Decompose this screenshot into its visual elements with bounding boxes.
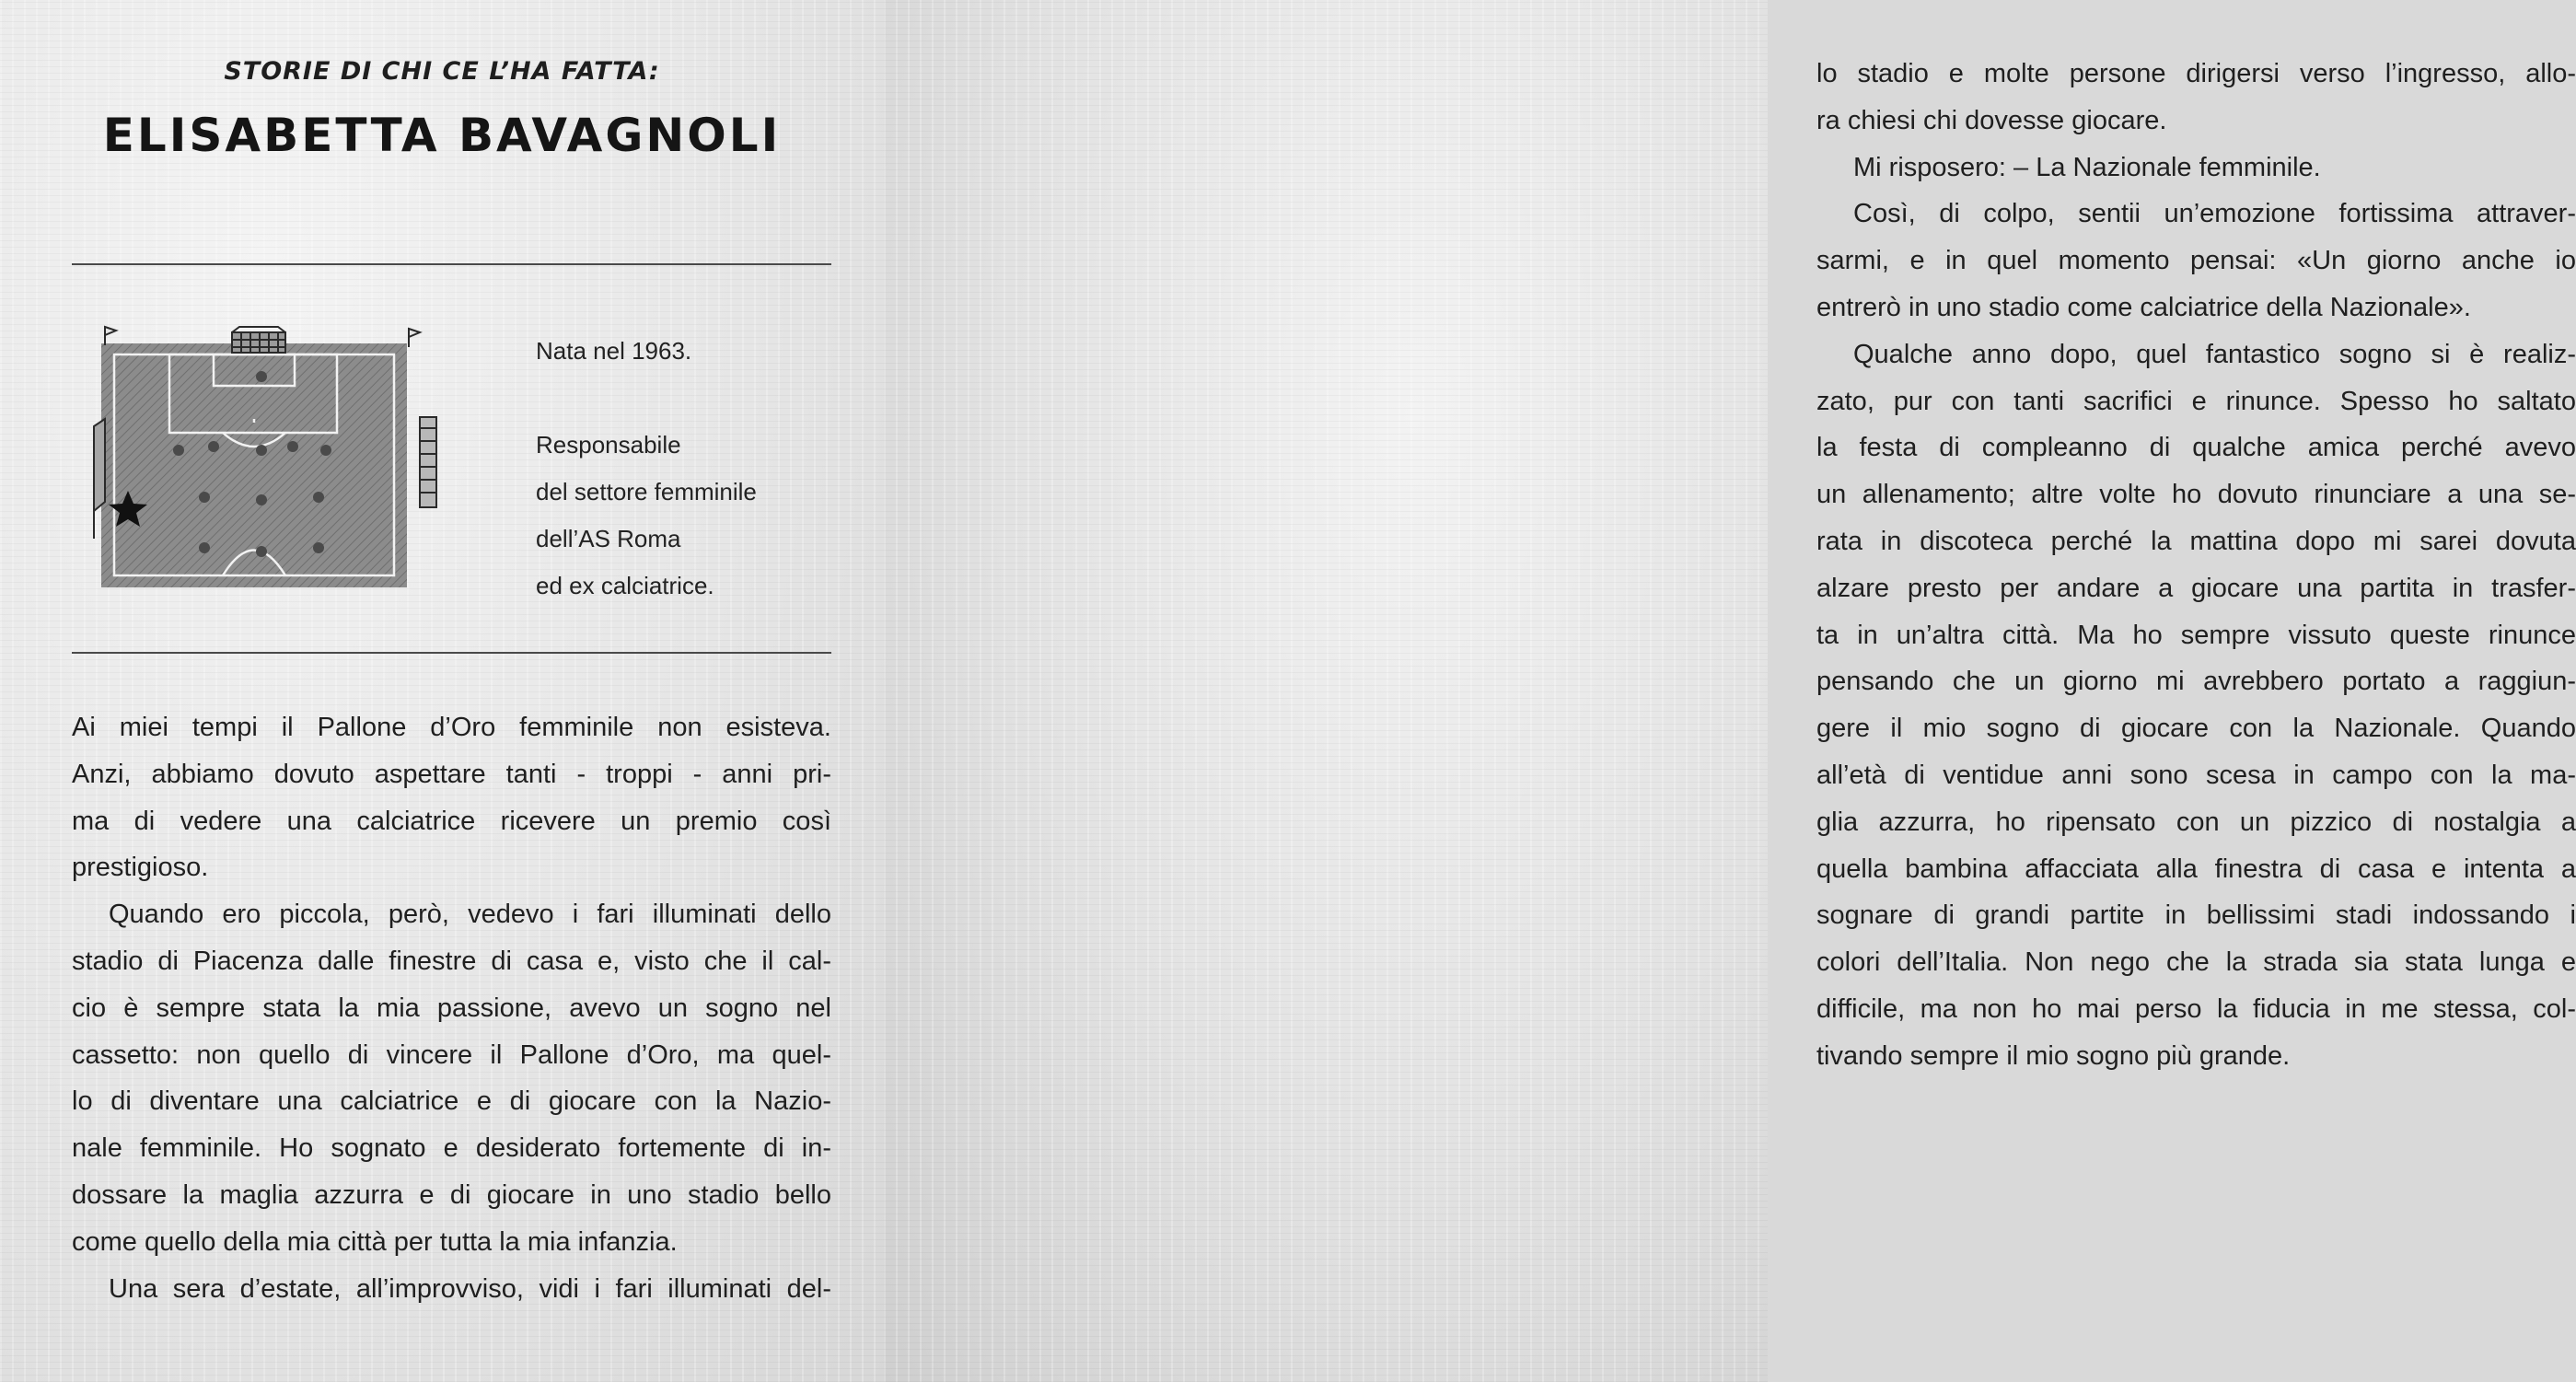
- text-line: cassetto: non quello di vincere il Pallone d’Oro, ma quel-: [72, 1039, 831, 1070]
- bio-box: [536, 328, 812, 610]
- text-line: gere il mio sogno di giocare con la Nazionale. Quando: [1816, 714, 2576, 744]
- text-line: la festa di compleanno di qualche amica perché avevo: [1816, 433, 2576, 463]
- text-line: ma di vedere una calciatrice ricevere un premio così: [72, 806, 831, 836]
- text-line: Qualche anno dopo, quel fantastico sogno si è realiz-: [1853, 339, 2576, 369]
- divider-top: [72, 263, 831, 265]
- text-line: Anzi, abbiamo dovuto aspettare tanti - troppi - anni pri-: [72, 759, 831, 789]
- text-line: alzare presto per andare a giocare una partita in trasfer-: [1816, 573, 2576, 603]
- text-line: un allenamento; altre volte ho dovuto rinunciare a una se-: [1816, 480, 2576, 510]
- bio-role-line: ed ex calciatrice.: [536, 572, 714, 599]
- text-line: stadio di Piacenza dalle finestre di casa e, visto che il cal-: [72, 946, 831, 976]
- bio-role-line: Responsabile: [536, 431, 681, 459]
- text-line: tivando sempre il mio sogno più grande.: [1816, 1040, 2291, 1071]
- text-line: colori dell’Italia. Non nego che la strada sia stata lunga e: [1816, 947, 2576, 978]
- text-line: prestigioso.: [72, 853, 209, 883]
- text-line: glia azzurra, ho ripensato con un pizzico di nostalgia a: [1816, 807, 2576, 837]
- text-line: dossare la maglia azzurra e di giocare in uno stadio bello: [72, 1179, 831, 1210]
- text-line: zato, pur con tanti sacrifici e rinunce. Spesso ho saltato: [1816, 386, 2576, 416]
- text-line: sarmi, e in quel momento pensai: «Un giorno anche io: [1816, 246, 2576, 276]
- text-line: sognare di grandi partite in bellissimi stadi indossando i: [1816, 900, 2576, 931]
- section-kicker: STORIE DI CHI CE L’HA FATTA:: [224, 57, 660, 86]
- bio-role-line: del settore femminile: [536, 478, 757, 505]
- text-line: lo di diventare una calciatrice e di giocare con la Nazio-: [72, 1086, 831, 1117]
- soccer-pitch-icon: [85, 327, 435, 594]
- text-line: Mi risposero: – La Nazionale femminile.: [1853, 152, 2321, 182]
- text-line: rata in discoteca perché la mattina dopo mi sarei dovuta: [1816, 526, 2576, 556]
- right-page: [884, 0, 2576, 1382]
- text-line: nale femminile. Ho sognato e desiderato fortemente di in-: [72, 1133, 831, 1164]
- text-line: pensando che un giorno mi avrebbero portato a raggiun-: [1816, 667, 2576, 697]
- text-line: cio è sempre stata la mia passione, avevo un sogno nel: [72, 993, 831, 1023]
- text-line: all’età di ventidue anni sono scesa in campo con la ma-: [1816, 760, 2576, 790]
- left-page: [0, 0, 884, 1382]
- text-line: ra chiesi chi dovesse giocare.: [1816, 105, 2167, 135]
- right-body-text: [1816, 51, 2576, 1080]
- text-line: Quando ero piccola, però, vedevo i fari illuminati dello: [109, 900, 831, 930]
- text-line: Così, di colpo, sentii un’emozione fortissima attraver-: [1853, 199, 2576, 229]
- text-line: Ai miei tempi il Pallone d’Oro femminile non esisteva.: [72, 713, 831, 742]
- bio-birth: Nata nel 1963.: [536, 337, 692, 365]
- bio-gap: [536, 375, 812, 422]
- text-line: ta in un’altra città. Ma ho sempre vissuto queste rinunce: [1816, 620, 2576, 650]
- text-line: come quello della mia città per tutta la mia infanzia.: [72, 1226, 678, 1257]
- divider-bottom: [72, 652, 831, 654]
- text-line: lo stadio e molte persone dirigersi verso l’ingresso, allo-: [1816, 59, 2576, 88]
- text-line: difficile, ma non ho mai perso la fiducia in me stessa, col-: [1816, 993, 2576, 1024]
- player-name-title: ELISABETTA BAVAGNOLI: [102, 109, 782, 162]
- text-line: quella bambina affacciata alla finestra di casa e intenta a: [1816, 854, 2576, 884]
- left-body-text: [72, 704, 831, 1312]
- text-line: entrerò in uno stadio come calciatrice della Nazionale».: [1816, 292, 2471, 322]
- text-line: Una sera d’estate, all’improvviso, vidi i fari illuminati del-: [109, 1273, 831, 1304]
- bio-role-line: dell’AS Roma: [536, 525, 681, 552]
